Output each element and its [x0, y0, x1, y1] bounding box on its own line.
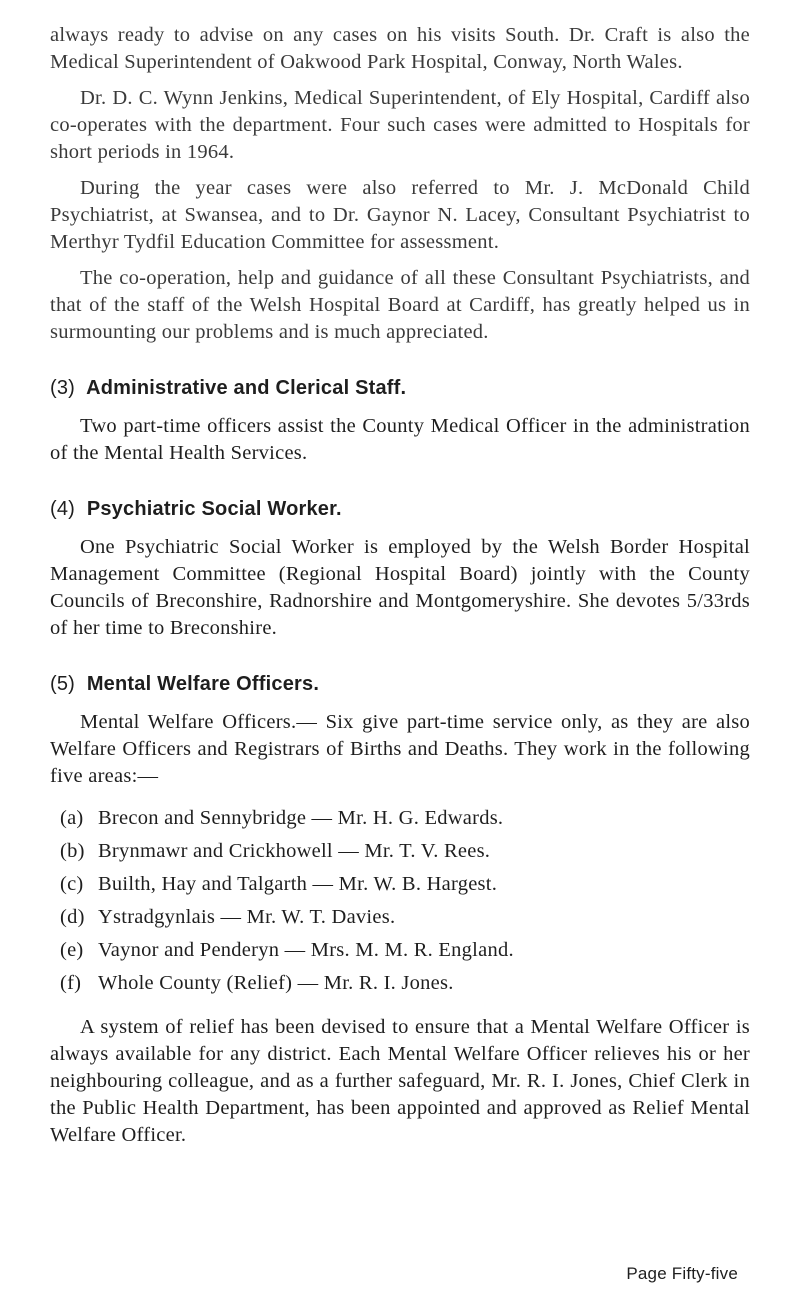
section-heading-psychiatric-social-worker — [50, 497, 750, 521]
list-marker: (a) — [60, 807, 84, 829]
section-number: (5) — [50, 673, 76, 695]
section-title: Psychiatric Social Worker. — [86, 498, 342, 520]
list-marker: (f) — [60, 972, 82, 994]
list-item — [50, 934, 750, 967]
section-title: Administrative and Clerical Staff. — [86, 377, 407, 399]
paragraph-ely-hospital: Dr. D. C. Wynn Jenkins, Medical Superintendent, of Ely Hospital, Cardiff also co-operates with the department. Four such cases were admitted to Hospitals for short periods in 1964. — [50, 87, 750, 163]
list-marker: (e) — [60, 939, 84, 961]
paragraph-cooperation: The co-operation, help and guidance of all these Consultant Psychiatrists, and that of the staff of the Welsh Hospital Board at Cardiff, has greatly helped us in surmounting our problems and is much appreciated. — [50, 267, 750, 343]
list-item — [50, 835, 750, 868]
section-number: (4) — [50, 498, 76, 520]
list-item — [50, 868, 750, 901]
list-marker: (b) — [60, 840, 85, 862]
paragraph-psychiatric-social-worker: One Psychiatric Social Worker is employed by the Welsh Border Hospital Management Committee (Regional Hospital Board) jointly with the County Councils of Breconshire, Radnorshire and Montgomeryshire. She devotes 5/33rds of her time to Breconshire. — [50, 536, 750, 639]
page-number: Page Fifty-five — [626, 1264, 738, 1283]
list-text: Whole County (Relief) — Mr. R. I. Jones. — [98, 972, 454, 994]
paragraph-administrative-staff: Two part-time officers assist the County Medical Officer in the administration of the Mental Health Services. — [50, 415, 750, 464]
list-text: Brecon and Sennybridge — Mr. H. G. Edwards. — [98, 807, 504, 829]
paragraph-referrals: During the year cases were also referred to Mr. J. McDonald Child Psychiatrist, at Swansea, and to Dr. Gaynor N. Lacey, Consultant Psychiatrist to Merthyr Tydfil Education Committee for assessment. — [50, 177, 750, 253]
document-page — [50, 22, 750, 1149]
list-text: Vaynor and Penderyn — Mrs. M. M. R. England. — [98, 939, 514, 961]
list-text: Ystradgynlais — Mr. W. T. Davies. — [98, 906, 396, 928]
paragraph-mental-welfare-intro: Mental Welfare Officers.— Six give part-time service only, as they are also Welfare Officers and Registrars of Births and Deaths. They work in the following five areas:— — [50, 711, 750, 787]
section-heading-mental-welfare-officers — [50, 672, 750, 696]
paragraph-relief-system: A system of relief has been devised to ensure that a Mental Welfare Officer is always available for any district. Each Mental Welfare Officer relieves his or her neighbouring colleague, and as a further safeguard, Mr. R. I. Jones, Chief Clerk in the Public Health Department, has been appointed and approved as Relief Mental Welfare Officer. — [50, 1016, 750, 1146]
list-item — [50, 802, 750, 835]
paragraph-oakwood-park: always ready to advise on any cases on his visits South. Dr. Craft is also the Medical Superintendent of Oakwood Park Hospital, Conway, North Wales. — [50, 24, 750, 73]
section-title: Mental Welfare Officers. — [86, 673, 320, 695]
list-text: Builth, Hay and Talgarth — Mr. W. B. Hargest. — [98, 873, 498, 895]
list-marker: (c) — [60, 873, 84, 895]
section-number: (3) — [50, 377, 76, 399]
area-list — [50, 802, 750, 1000]
section-heading-administrative-staff — [50, 376, 750, 400]
list-marker: (d) — [60, 906, 85, 928]
list-text: Brynmawr and Crickhowell — Mr. T. V. Rees. — [98, 840, 491, 862]
list-item — [50, 967, 750, 1000]
list-item — [50, 901, 750, 934]
